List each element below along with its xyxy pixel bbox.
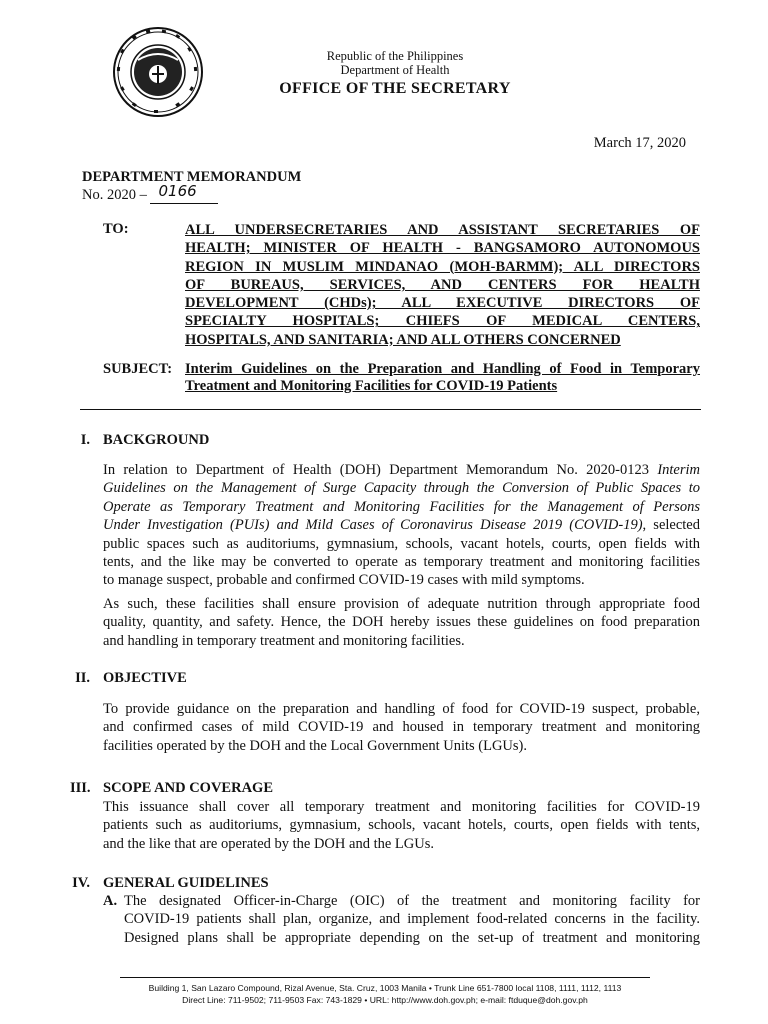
section-number: III. bbox=[70, 780, 91, 796]
paragraph-line: This issuance shall cover all temporary treatment and monitoring facilities for COVID-19 bbox=[103, 799, 700, 815]
footer-divider bbox=[120, 977, 650, 978]
paragraph-line: public spaces such as auditoriums, gymnasium, schools, vacant hotels, courts, open fields with bbox=[103, 535, 700, 552]
to-line: ALL UNDERSECRETARIES AND ASSISTANT SECRETARIES OF bbox=[185, 222, 700, 238]
section-heading-background bbox=[70, 432, 370, 452]
section-number: I. bbox=[80, 432, 90, 448]
to-recipients bbox=[185, 221, 700, 349]
section-title: BACKGROUND bbox=[103, 432, 210, 448]
scope-paragraph bbox=[103, 798, 700, 853]
paragraph-line: The designated Officer-in-Charge (OIC) of the treatment and monitoring facility for bbox=[124, 893, 700, 909]
memo-number-handwritten: 0166 bbox=[158, 182, 197, 200]
to-line: SPECIALTY HOSPITALS; CHIEFS OF MEDICAL CENTERS, bbox=[185, 313, 700, 330]
divider bbox=[80, 409, 701, 410]
item-text bbox=[124, 892, 700, 947]
item-key: A. bbox=[103, 893, 118, 909]
section-number: II. bbox=[75, 670, 90, 686]
paragraph-line: Under Investigation (PUIs) and Mild Cases of Coronavirus Disease 2019 (COVID-19), selected bbox=[103, 517, 700, 534]
to-line: HOSPITALS, AND SANITARIA; AND ALL OTHERS CONCERNED bbox=[185, 331, 621, 348]
memo-date: March 17, 2020 bbox=[593, 135, 686, 151]
memo-number-prefix: No. 2020 – bbox=[82, 187, 147, 203]
paragraph-line: to manage suspect, probable and confirmed COVID-19 cases with mild symptoms. bbox=[103, 572, 585, 589]
letterhead-department: Department of Health bbox=[340, 63, 450, 77]
paragraph-line: and the like that are operated by the DOH and the LGUs. bbox=[103, 835, 434, 852]
section-number: IV. bbox=[72, 875, 90, 891]
paragraph-line: and handling in temporary treatment and monitoring facilities. bbox=[103, 632, 465, 649]
paragraph-line: patients such as auditoriums, gymnasium, schools, vacant hotels, courts, open fields with tents, bbox=[103, 817, 700, 834]
doh-seal bbox=[112, 26, 204, 118]
guideline-item-a bbox=[103, 892, 700, 952]
paragraph-line: As such, these facilities shall ensure provision of adequate nutrition through appropriate food bbox=[103, 596, 700, 612]
section-heading-scope bbox=[70, 780, 370, 800]
paragraph-line: Designed plans shall be appropriate depending on the set-up of treatment and monitoring bbox=[124, 929, 700, 946]
footer-address: Building 1, San Lazaro Compound, Rizal Avenue, Sta. Cruz, 1003 Manila • Trunk Line 651-7800 local 1108, 1111, 1112, 1113 bbox=[148, 983, 622, 993]
paragraph-line: Guidelines on the Management of Surge Capacity through the Conversion of Public Spaces to bbox=[103, 480, 700, 497]
memo-number bbox=[82, 182, 218, 204]
footer-contact: Direct Line: 711-9502; 711-9503 Fax: 743-1829 • URL: http://www.doh.gov.ph; e-mail: ftduque@doh.gov.ph bbox=[182, 995, 588, 1005]
letterhead-country: Republic of the Philippines bbox=[326, 49, 464, 63]
paragraph-line: quality, quantity, and safety. Hence, the DOH hereby issues these guidelines on food preparation bbox=[103, 614, 700, 631]
paragraph-line: In relation to Department of Health (DOH) Department Memorandum No. 2020-0123 Interim bbox=[103, 462, 700, 478]
subject-label: SUBJECT: bbox=[103, 361, 173, 377]
to-line: OF BUREAUS, SERVICES, AND CENTERS FOR HEALTH bbox=[185, 276, 700, 293]
paragraph-line: COVID-19 patients shall plan, organize, and implement food-related concerns in the facility. bbox=[124, 911, 700, 928]
paragraph-line: Operate as Temporary Treatment and Monitoring Facilities for the Management of Persons bbox=[103, 498, 700, 515]
objective-paragraph bbox=[103, 700, 700, 755]
background-paragraph-2 bbox=[103, 595, 700, 650]
section-title: OBJECTIVE bbox=[103, 670, 187, 686]
letterhead-office: OFFICE OF THE SECRETARY bbox=[279, 80, 511, 97]
paragraph-line: facilities operated by the DOH and the Local Government Units (LGUs). bbox=[103, 737, 527, 754]
to-line: HEALTH; MINISTER OF HEALTH - BANGSAMORO AUTONOMOUS bbox=[185, 240, 700, 257]
to-label: TO: bbox=[103, 221, 129, 237]
paragraph-line: and confirmed cases of mild COVID-19 and housed in temporary treatment and monitoring bbox=[103, 719, 700, 736]
section-title: GENERAL GUIDELINES bbox=[103, 875, 269, 891]
to-line: REGION IN MUSLIM MINDANAO (MOH-BARMM); ALL DIRECTORS bbox=[185, 258, 700, 275]
to-line: DEVELOPMENT (CHDs); ALL EXECUTIVE DIRECTORS OF bbox=[185, 295, 700, 312]
subject-line: Interim Guidelines on the Preparation and Handling of Food in Temporary bbox=[185, 361, 700, 377]
section-heading-objective bbox=[70, 670, 370, 690]
background-paragraph-1 bbox=[103, 461, 700, 590]
memo-title: DEPARTMENT MEMORANDUM bbox=[82, 169, 302, 185]
memo-number-blank bbox=[150, 182, 218, 204]
paragraph-line: To provide guidance on the preparation and handling of food for COVID-19 suspect, probable, bbox=[103, 701, 700, 717]
subject-text bbox=[185, 361, 700, 395]
section-title: SCOPE AND COVERAGE bbox=[103, 780, 273, 796]
paragraph-line: tents, and the like may be converted to operate as temporary treatment and monitoring facilities bbox=[103, 554, 700, 571]
subject-line: Treatment and Monitoring Facilities for COVID-19 Patients bbox=[185, 378, 558, 394]
